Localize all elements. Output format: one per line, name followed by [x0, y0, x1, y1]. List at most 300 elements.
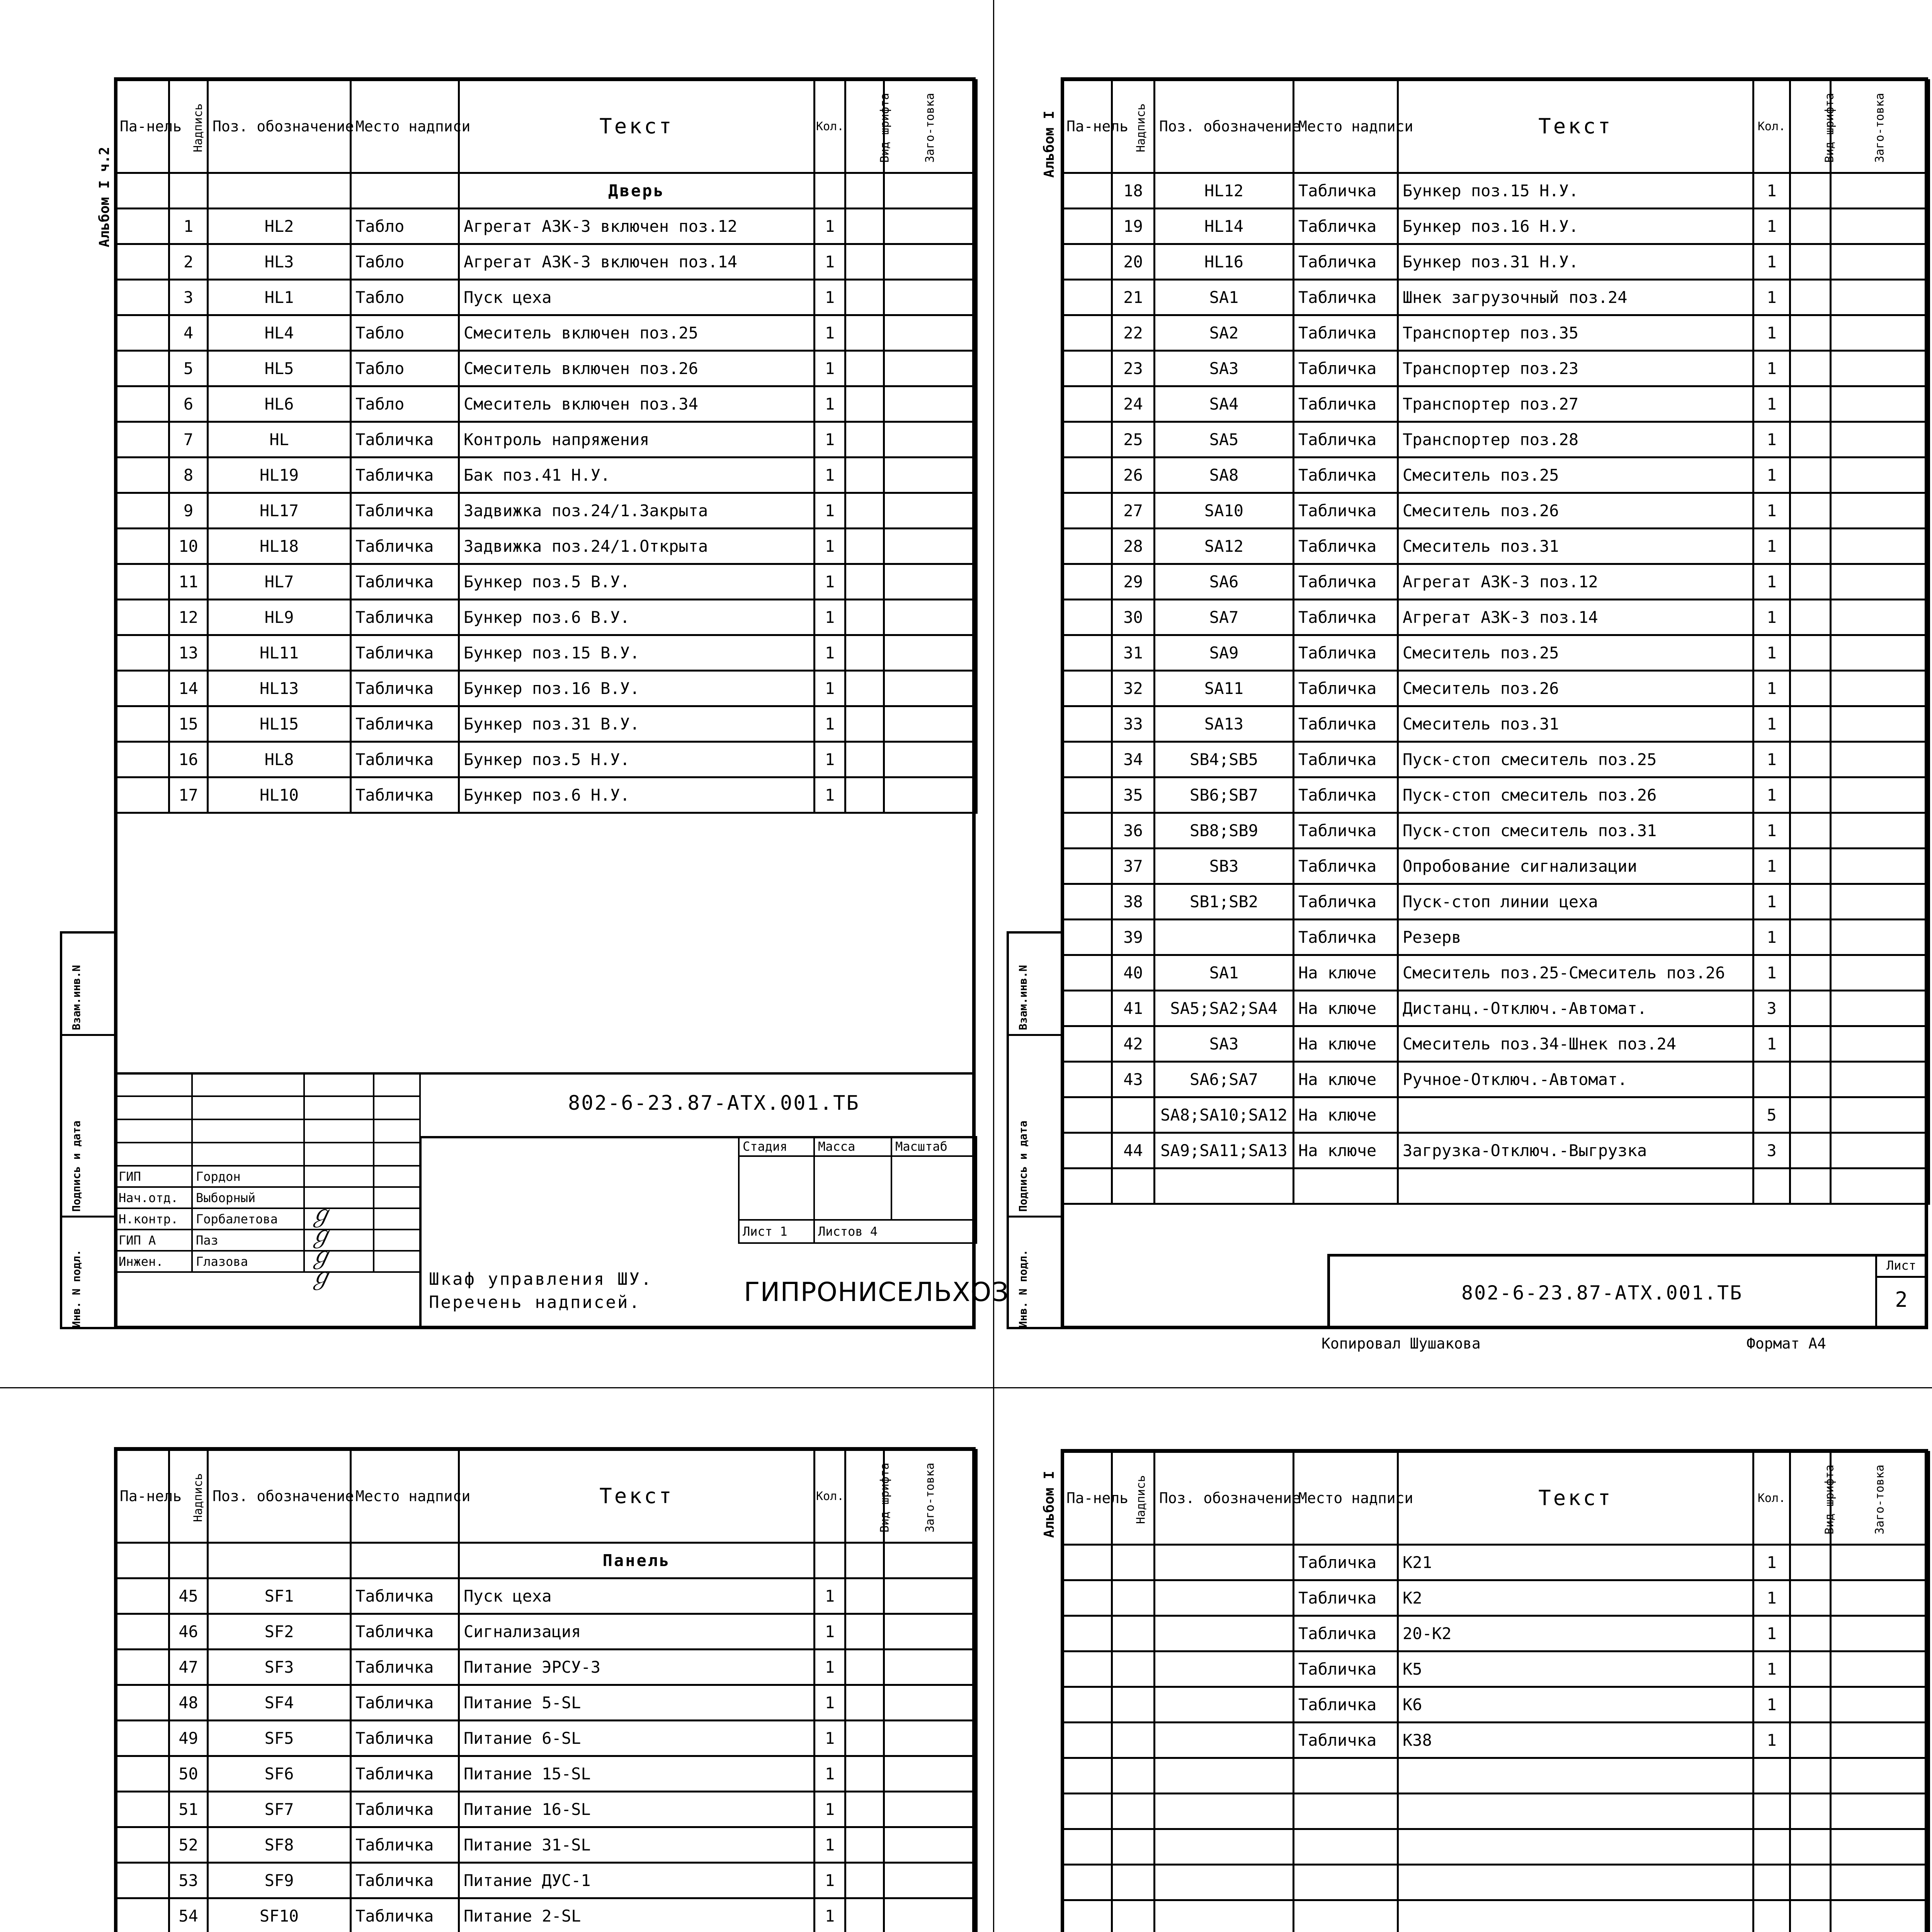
inv-podl-label: Инв. N подл.	[70, 1249, 83, 1328]
sheet-label: Лист	[1886, 1258, 1917, 1273]
row-text: К2	[1398, 1580, 1753, 1616]
row-text: Пуск цеха	[459, 1578, 815, 1614]
col-mesto: Место надписи	[1294, 80, 1398, 173]
section-row	[115, 173, 977, 209]
row-number: 17	[169, 777, 208, 813]
podpis-data-label: Подпись и дата	[70, 1120, 83, 1212]
table-row	[1062, 422, 1929, 457]
row-mesto: Табличка	[351, 1792, 459, 1827]
row-poz: SA5;SA2;SA4	[1155, 991, 1294, 1026]
spec-table	[114, 1449, 978, 1932]
table-row	[1062, 777, 1929, 813]
sheet-4	[993, 1387, 1932, 1932]
col-zagot: Заго-товка	[1831, 80, 1929, 173]
sheet-number: 2	[1895, 1287, 1908, 1312]
row-kol: 1	[1753, 742, 1790, 777]
row-mesto: Табличка	[351, 457, 459, 493]
row-mesto: Табличка	[351, 1756, 459, 1792]
row-poz: HL10	[208, 777, 351, 813]
row-mesto: Табличка	[1294, 529, 1398, 564]
row-mesto: Табло	[351, 209, 459, 244]
row-number: 28	[1112, 529, 1155, 564]
row-mesto: Табличка	[1294, 1651, 1398, 1687]
table-row	[115, 244, 977, 280]
row-number: 46	[169, 1614, 208, 1650]
row-kol: 1	[815, 1827, 845, 1863]
section-row	[115, 1543, 977, 1578]
row-poz: SB8;SB9	[1155, 813, 1294, 849]
col-poz: Поз. обозначение	[208, 80, 351, 173]
approval-signature	[304, 1166, 374, 1187]
copied-by: Копировал Шушакова	[1321, 1335, 1481, 1352]
row-kol: 1	[815, 1578, 845, 1614]
row-poz	[1155, 1723, 1294, 1758]
col-text: Текст	[459, 80, 815, 173]
table-row	[115, 209, 977, 244]
row-kol: 1	[815, 1898, 845, 1932]
row-kol: 1	[815, 1756, 845, 1792]
row-poz: HL2	[208, 209, 351, 244]
col-nadpis: Надпись	[169, 1450, 208, 1543]
row-mesto: Табличка	[351, 1863, 459, 1898]
table-row	[115, 1792, 977, 1827]
row-kol: 1	[815, 422, 845, 457]
row-number: 43	[1112, 1062, 1155, 1097]
table-row	[115, 315, 977, 351]
row-poz	[1155, 1651, 1294, 1687]
table-row	[1062, 1616, 1929, 1651]
table-row	[1062, 991, 1929, 1026]
row-poz: SA4	[1155, 386, 1294, 422]
table-row	[1062, 529, 1929, 564]
row-text: Питание 6-SL	[459, 1721, 815, 1756]
row-kol: 1	[815, 635, 845, 671]
table-row	[115, 1685, 977, 1721]
row-kol: 1	[815, 1863, 845, 1898]
row-kol: 1	[1753, 1616, 1790, 1651]
approval-row	[115, 1251, 420, 1272]
row-text: Смеситель поз.26	[1398, 671, 1753, 706]
row-mesto: Табличка	[1294, 386, 1398, 422]
row-number: 16	[169, 742, 208, 777]
row-kol: 1	[1753, 1687, 1790, 1723]
row-kol: 1	[1753, 173, 1790, 209]
col-kol: Кол.	[815, 1450, 845, 1543]
row-poz	[1155, 1687, 1294, 1723]
row-mesto: Табличка	[351, 1685, 459, 1721]
row-text: Бак поз.41 Н.У.	[459, 457, 815, 493]
row-text: Агрегат АЗК-3 поз.12	[1398, 564, 1753, 600]
row-kol: 1	[1753, 600, 1790, 635]
row-poz: SF7	[208, 1792, 351, 1827]
empty-row	[1062, 1865, 1929, 1900]
row-text: Бункер поз.6 В.У.	[459, 600, 815, 635]
table-row	[115, 493, 977, 529]
row-text: Загрузка-Отключ.-Выгрузка	[1398, 1133, 1753, 1168]
row-number: 23	[1112, 351, 1155, 386]
sheet-1	[0, 0, 1009, 1387]
row-mesto: Табличка	[351, 1721, 459, 1756]
row-mesto: Табличка	[351, 422, 459, 457]
empty-row	[1062, 1794, 1929, 1829]
row-kol: 1	[1753, 671, 1790, 706]
row-kol: 1	[1753, 706, 1790, 742]
row-kol: 1	[815, 777, 845, 813]
row-number: 2	[169, 244, 208, 280]
row-text: Агрегат АЗК-3 поз.14	[1398, 600, 1753, 635]
row-number: 11	[169, 564, 208, 600]
doc-name-line1: Шкаф управления ШУ.	[429, 1269, 653, 1289]
row-mesto: Табличка	[1294, 493, 1398, 529]
approval-row	[115, 1187, 420, 1208]
table-row	[1062, 173, 1929, 209]
row-poz: SB1;SB2	[1155, 884, 1294, 920]
sheet-number-cell	[1875, 1257, 1925, 1327]
vzam-inv-label: Взам.инв.N	[70, 965, 83, 1030]
table-row	[1062, 813, 1929, 849]
col-poz: Поз. обозначение	[1155, 80, 1294, 173]
row-kol: 1	[815, 244, 845, 280]
row-mesto: Табличка	[1294, 777, 1398, 813]
row-number: 20	[1112, 244, 1155, 280]
row-mesto: Табличка	[351, 1827, 459, 1863]
section-title: Дверь	[459, 173, 815, 209]
row-mesto: Табличка	[351, 564, 459, 600]
col-mesto: Место надписи	[1294, 1452, 1398, 1545]
row-poz: SA10	[1155, 493, 1294, 529]
table-row	[115, 1756, 977, 1792]
row-mesto: Табличка	[1294, 600, 1398, 635]
row-mesto: Табличка	[1294, 920, 1398, 955]
row-number: 51	[169, 1792, 208, 1827]
row-text: Пуск цеха	[459, 280, 815, 315]
row-kol: 1	[815, 600, 845, 635]
row-poz: SA3	[1155, 1026, 1294, 1062]
row-text: Задвижка поз.24/1.Закрыта	[459, 493, 815, 529]
empty-row	[1062, 1168, 1929, 1204]
stadia-label: Стадия	[739, 1137, 814, 1156]
table-row	[1062, 1651, 1929, 1687]
row-text: Питание ЭРСУ-3	[459, 1650, 815, 1685]
signature-stamps: ℊ ℊ ℊ ℊ	[309, 1201, 332, 1290]
row-kol: 1	[1753, 1545, 1790, 1580]
row-text: Контроль напряжения	[459, 422, 815, 457]
row-poz: HL18	[208, 529, 351, 564]
row-number: 49	[169, 1721, 208, 1756]
row-mesto: Табличка	[351, 777, 459, 813]
row-poz: SA6	[1155, 564, 1294, 600]
row-poz: SF4	[208, 1685, 351, 1721]
row-text: Бункер поз.6 Н.У.	[459, 777, 815, 813]
row-number	[1112, 1616, 1155, 1651]
row-text: Ручное-Отключ.-Автомат.	[1398, 1062, 1753, 1097]
org-name: ГИПРОНИСЕЛЬХОЗ	[744, 1277, 1009, 1308]
row-text: Агрегат АЗК-3 включен поз.14	[459, 244, 815, 280]
row-kol: 1	[815, 1650, 845, 1685]
row-text: Бункер поз.5 В.У.	[459, 564, 815, 600]
row-poz: HL	[208, 422, 351, 457]
row-poz: HL14	[1155, 209, 1294, 244]
row-text: К38	[1398, 1723, 1753, 1758]
row-poz: SF2	[208, 1614, 351, 1650]
row-text: Бункер поз.15 В.У.	[459, 635, 815, 671]
table-row	[115, 1863, 977, 1898]
row-number: 37	[1112, 849, 1155, 884]
row-kol: 1	[815, 671, 845, 706]
table-row	[1062, 386, 1929, 422]
row-number: 4	[169, 315, 208, 351]
row-poz: SF3	[208, 1650, 351, 1685]
empty-row	[1062, 1829, 1929, 1865]
table-row	[115, 671, 977, 706]
row-text: Смеситель включен поз.26	[459, 351, 815, 386]
row-number: 52	[169, 1827, 208, 1863]
row-poz: HL16	[1155, 244, 1294, 280]
row-number	[1112, 1097, 1155, 1133]
row-kol: 1	[1753, 209, 1790, 244]
row-text: Пуск-стоп смеситель поз.26	[1398, 777, 1753, 813]
approval-role: Нач.отд.	[115, 1187, 192, 1208]
table-row	[1062, 244, 1929, 280]
approval-row	[115, 1166, 420, 1187]
col-poz: Поз. обозначение	[208, 1450, 351, 1543]
row-kol: 3	[1753, 1133, 1790, 1168]
col-zagot: Заго-товка	[1831, 1452, 1929, 1545]
row-text: Смеситель поз.34-Шнек поз.24	[1398, 1026, 1753, 1062]
table-row	[1062, 1026, 1929, 1062]
list-label: Лист 1	[739, 1220, 814, 1243]
col-zagot: Заго-товка	[884, 1450, 977, 1543]
album-label: Альбом I ч.2	[97, 146, 112, 247]
row-number: 10	[169, 529, 208, 564]
row-text: Смеситель поз.25	[1398, 457, 1753, 493]
row-mesto: Табличка	[1294, 706, 1398, 742]
row-text: Бункер поз.16 Н.У.	[1398, 209, 1753, 244]
row-mesto: Табло	[351, 315, 459, 351]
row-number: 31	[1112, 635, 1155, 671]
col-text: Текст	[459, 1450, 815, 1543]
row-number: 47	[169, 1650, 208, 1685]
row-text: 20-К2	[1398, 1616, 1753, 1651]
row-text: Задвижка поз.24/1.Открыта	[459, 529, 815, 564]
row-text: Бункер поз.15 Н.У.	[1398, 173, 1753, 209]
row-kol: 1	[1753, 386, 1790, 422]
listov-label: Листов 4	[814, 1220, 976, 1243]
row-poz: HL6	[208, 386, 351, 422]
row-text: Бункер поз.31 Н.У.	[1398, 244, 1753, 280]
row-mesto: Табло	[351, 244, 459, 280]
row-poz: SA7	[1155, 600, 1294, 635]
row-number: 18	[1112, 173, 1155, 209]
col-nadpis: Надпись	[169, 80, 208, 173]
row-poz: SF9	[208, 1863, 351, 1898]
row-text: Смеситель поз.25-Смеситель поз.26	[1398, 955, 1753, 991]
row-number: 12	[169, 600, 208, 635]
row-mesto: Табличка	[1294, 671, 1398, 706]
row-text: Питание 2-SL	[459, 1898, 815, 1932]
massa-label: Масса	[814, 1137, 891, 1156]
row-number: 5	[169, 351, 208, 386]
col-mesto: Место надписи	[351, 1450, 459, 1543]
album-label: Альбом I	[1041, 1471, 1057, 1538]
row-mesto: На ключе	[1294, 991, 1398, 1026]
table-row	[1062, 1133, 1929, 1168]
row-mesto: Табличка	[1294, 1723, 1398, 1758]
approval-table	[114, 1072, 421, 1273]
row-text: К5	[1398, 1651, 1753, 1687]
approval-role: Инжен.	[115, 1251, 192, 1272]
row-mesto: Табличка	[351, 1650, 459, 1685]
sheet-2	[993, 0, 1932, 1387]
row-mesto: Табличка	[351, 529, 459, 564]
row-text: Транспортер поз.35	[1398, 315, 1753, 351]
row-poz	[1155, 1545, 1294, 1580]
row-poz: SF5	[208, 1721, 351, 1756]
row-text: Питание 31-SL	[459, 1827, 815, 1863]
row-number: 6	[169, 386, 208, 422]
row-text: Смеситель включен поз.34	[459, 386, 815, 422]
row-number	[1112, 1580, 1155, 1616]
approval-name: Выборный	[192, 1187, 304, 1208]
row-kol: 1	[1753, 351, 1790, 386]
row-text: Смеситель поз.31	[1398, 529, 1753, 564]
table-row	[1062, 493, 1929, 529]
table-row	[1062, 1545, 1929, 1580]
row-kol: 1	[1753, 635, 1790, 671]
row-text: Пуск-стоп смеситель поз.31	[1398, 813, 1753, 849]
row-text: Смеситель поз.25	[1398, 635, 1753, 671]
row-text	[1398, 1097, 1753, 1133]
row-text: К21	[1398, 1545, 1753, 1580]
row-mesto: На ключе	[1294, 1097, 1398, 1133]
row-mesto: Табличка	[1294, 742, 1398, 777]
table-row	[115, 742, 977, 777]
spec-table	[1061, 79, 1930, 1205]
table-row	[1062, 635, 1929, 671]
row-number: 3	[169, 280, 208, 315]
row-kol: 1	[1753, 315, 1790, 351]
row-number: 22	[1112, 315, 1155, 351]
row-poz: SB6;SB7	[1155, 777, 1294, 813]
row-poz: SA12	[1155, 529, 1294, 564]
row-number: 36	[1112, 813, 1155, 849]
row-number: 33	[1112, 706, 1155, 742]
row-text: Опробование сигнализации	[1398, 849, 1753, 884]
table-row	[1062, 920, 1929, 955]
row-poz: SA9;SA11;SA13	[1155, 1133, 1294, 1168]
row-text: Питание 5-SL	[459, 1685, 815, 1721]
row-poz: SA8;SA10;SA12	[1155, 1097, 1294, 1133]
table-row	[115, 706, 977, 742]
inv-podl-label: Инв. N подл.	[1017, 1249, 1029, 1328]
table-row	[1062, 315, 1929, 351]
row-kol: 1	[815, 1721, 845, 1756]
table-row	[115, 351, 977, 386]
row-number: 54	[169, 1898, 208, 1932]
row-kol: 1	[815, 493, 845, 529]
row-poz	[1155, 920, 1294, 955]
row-poz: SA8	[1155, 457, 1294, 493]
table-row	[1062, 849, 1929, 884]
row-number	[1112, 1723, 1155, 1758]
row-poz: SA6;SA7	[1155, 1062, 1294, 1097]
row-kol: 1	[815, 351, 845, 386]
row-poz: SA3	[1155, 351, 1294, 386]
row-number: 34	[1112, 742, 1155, 777]
approval-name: Паз	[192, 1230, 304, 1251]
stage-table	[738, 1136, 977, 1244]
row-number: 35	[1112, 777, 1155, 813]
row-mesto: Табличка	[351, 635, 459, 671]
approval-row	[115, 1230, 420, 1251]
doc-name-line2: Перечень надписей.	[429, 1293, 641, 1312]
approval-name: Глазова	[192, 1251, 304, 1272]
table-row	[1062, 1097, 1929, 1133]
col-kol: Кол.	[815, 80, 845, 173]
row-text: Питание 16-SL	[459, 1792, 815, 1827]
spec-table	[1061, 1451, 1930, 1932]
row-number: 27	[1112, 493, 1155, 529]
row-kol: 1	[815, 706, 845, 742]
row-number: 26	[1112, 457, 1155, 493]
row-poz	[1155, 1616, 1294, 1651]
row-kol: 1	[1753, 564, 1790, 600]
table-row	[1062, 209, 1929, 244]
col-mesto: Место надписи	[351, 80, 459, 173]
row-mesto: Табличка	[351, 706, 459, 742]
row-kol	[1753, 1062, 1790, 1097]
row-number: 9	[169, 493, 208, 529]
row-kol: 1	[815, 457, 845, 493]
row-kol: 1	[1753, 777, 1790, 813]
table-row	[1062, 351, 1929, 386]
table-row	[1062, 955, 1929, 991]
row-number: 50	[169, 1756, 208, 1792]
row-mesto: Табличка	[1294, 244, 1398, 280]
table-row	[1062, 457, 1929, 493]
row-mesto: Табличка	[1294, 280, 1398, 315]
table-row	[115, 1721, 977, 1756]
row-mesto: Табло	[351, 386, 459, 422]
row-mesto: Табличка	[351, 742, 459, 777]
row-kol: 1	[815, 1614, 845, 1650]
row-mesto: Табличка	[1294, 813, 1398, 849]
row-text: Смеситель поз.31	[1398, 706, 1753, 742]
empty-row	[1062, 1758, 1929, 1794]
row-poz: HL15	[208, 706, 351, 742]
row-number: 39	[1112, 920, 1155, 955]
approval-row	[115, 1208, 420, 1230]
table-row	[1062, 1062, 1929, 1097]
row-poz: SA5	[1155, 422, 1294, 457]
row-number: 24	[1112, 386, 1155, 422]
row-poz: HL1	[208, 280, 351, 315]
section-title: Панель	[459, 1543, 815, 1578]
row-mesto: Табличка	[351, 1898, 459, 1932]
row-mesto: Табличка	[1294, 1616, 1398, 1651]
row-number: 13	[169, 635, 208, 671]
row-mesto: На ключе	[1294, 955, 1398, 991]
row-text: К6	[1398, 1687, 1753, 1723]
row-kol: 1	[1753, 955, 1790, 991]
col-zagot: Заго-товка	[884, 80, 977, 173]
row-number: 30	[1112, 600, 1155, 635]
row-mesto: Табличка	[1294, 315, 1398, 351]
row-mesto: Табличка	[1294, 635, 1398, 671]
row-kol: 1	[1753, 1580, 1790, 1616]
table-row	[115, 600, 977, 635]
row-text: Смеситель включен поз.25	[459, 315, 815, 351]
